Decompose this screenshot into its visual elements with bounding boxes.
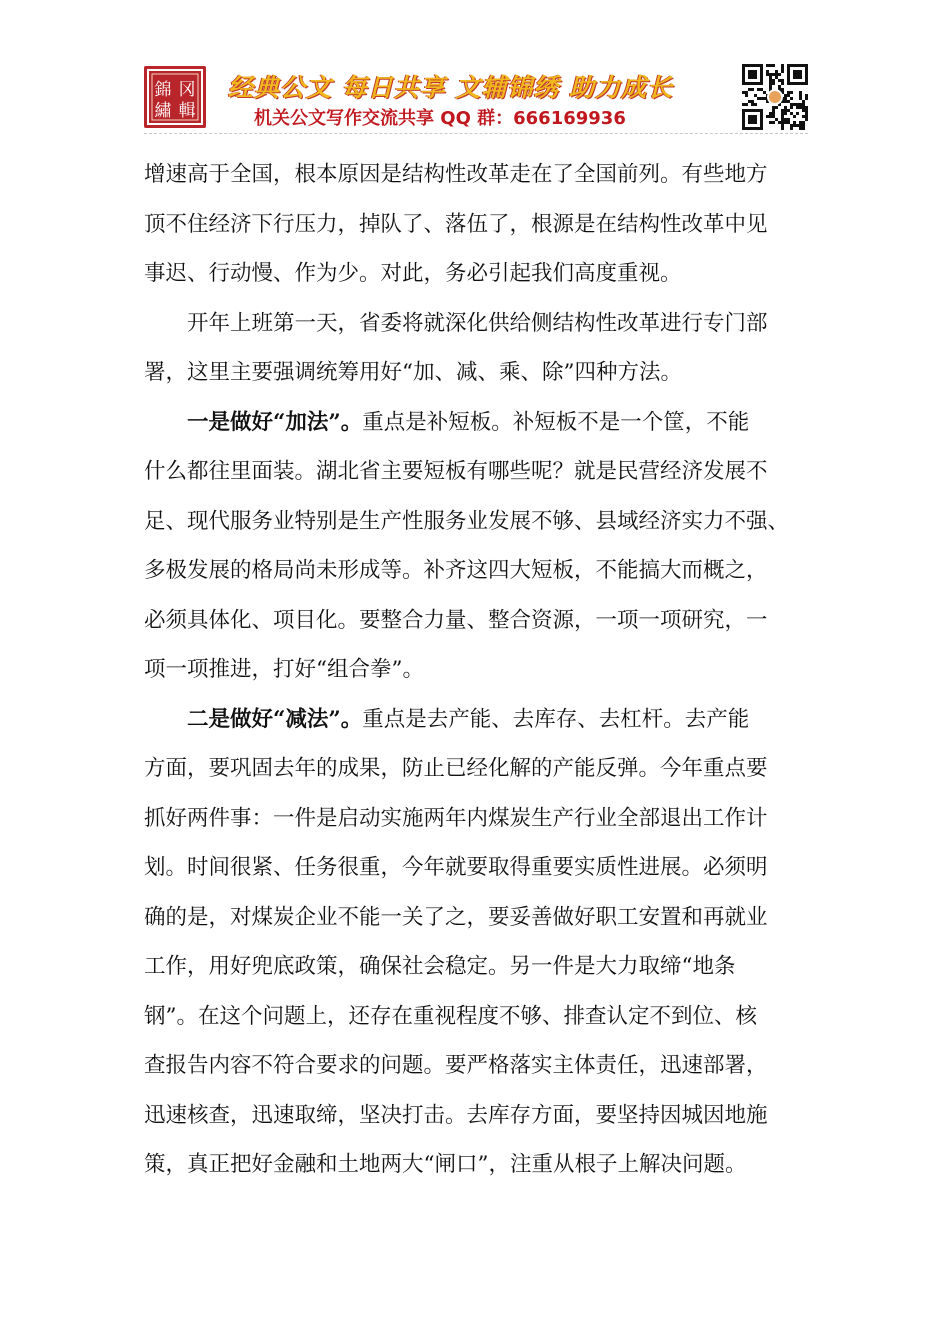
text-line: 钢”。在这个问题上，还存在重视程度不够、排查认定不到位、核 — [144, 1003, 757, 1029]
text-line: 方面，要巩固去年的成果，防止已经化解的产能反弹。今年重点要 — [144, 756, 768, 781]
text-run: 重点是补短板。补短板不是一个筐，不能 — [362, 409, 750, 435]
header-slogan: 经典公文 每日共享 文辅锦绣 助力成长 — [228, 73, 674, 102]
section-heading: 一是做好“加法”。 — [187, 409, 363, 435]
text-line: 策，真正把好金融和土地两大“闸口”，注重从根子上解决问题。 — [144, 1152, 747, 1177]
text-line: 迅速核查，迅速取缔，坚决打击。去库存方面，要坚持因城因地施 — [144, 1102, 768, 1128]
text-line: 增速高于全国，根本原因是结构性改革走在了全国前列。有些地方 — [144, 162, 768, 187]
text-run: 重点是去产能、去库存、去杠杆。去产能 — [362, 706, 750, 732]
logo-glyph: 輯 — [178, 101, 196, 121]
text-line: 顶不住经济下行压力，掉队了、落伍了，根源是在结构性改革中见 — [144, 211, 768, 237]
text-line: 必须具体化、项目化。要整合力量、整合资源，一项一项研究，一 — [144, 607, 768, 633]
brand-logo — [144, 66, 206, 128]
logo-glyph: 繡 — [154, 101, 172, 121]
text-line: 开年上班第一天，省委将就深化供给侧结构性改革进行专门部 — [187, 310, 768, 336]
paragraph — [144, 299, 808, 398]
document-body — [144, 150, 808, 1190]
text-line: 项一项推进，打好“组合拳”。 — [144, 657, 424, 682]
paragraph — [144, 150, 808, 299]
paragraph — [144, 695, 808, 1190]
qr-code-icon — [742, 64, 808, 130]
text-line: 足、现代服务业特别是生产性服务业发展不够、县域经济实力不强、 — [144, 508, 790, 534]
qq-group-line: 机关公文写作交流共享 QQ 群：666169936 — [254, 108, 626, 129]
text-line: 查报告内容不符合要求的问题。要严格落实主体责任，迅速部署， — [144, 1053, 768, 1078]
section-heading: 二是做好“减法”。 — [187, 706, 363, 732]
text-line: 划。时间很紧、任务很重，今年就要取得重要实质性进展。必须明 — [144, 855, 768, 880]
text-line: 事迟、行动慢、作为少。对此，务必引起我们高度重视。 — [144, 261, 682, 286]
page-header — [144, 64, 808, 132]
text-line: 多极发展的格局尚未形成等。补齐这四大短板，不能搞大而概之， — [144, 558, 768, 583]
logo-glyph: 錦 — [154, 80, 172, 100]
logo-glyph: 冈 — [178, 80, 196, 100]
text-line — [144, 398, 808, 448]
text-line — [144, 695, 808, 745]
text-line: 什么都往里面装。湖北省主要短板有哪些呢？就是民营经济发展不 — [144, 459, 768, 484]
paragraph — [144, 398, 808, 695]
text-line: 工作，用好兜底政策，确保社会稳定。另一件是大力取缔“地条 — [144, 954, 736, 979]
text-line: 抓好两件事：一件是启动实施两年内煤炭生产行业全部退出工作计 — [144, 805, 768, 831]
text-line: 确的是，对煤炭企业不能一关了之，要妥善做好职工安置和再就业 — [144, 904, 768, 930]
header-divider — [144, 133, 808, 134]
text-line: 署，这里主要强调统筹用好“加、减、乘、除”四种方法。 — [144, 360, 682, 385]
